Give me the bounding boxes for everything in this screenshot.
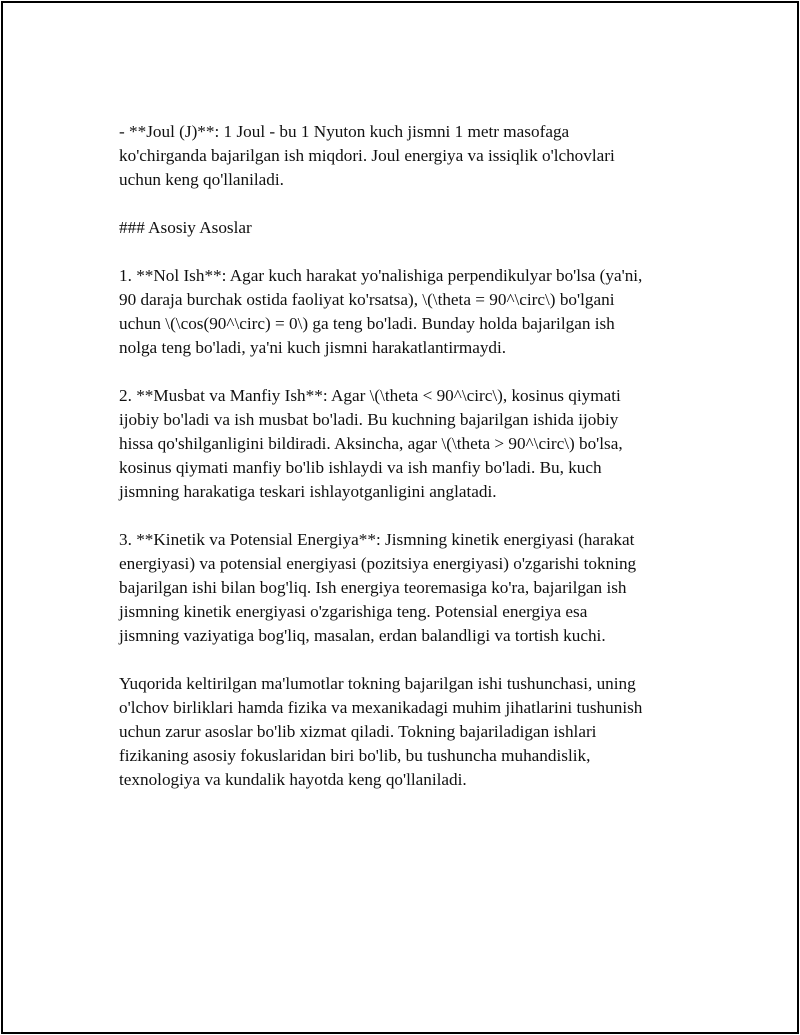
page-frame: [1, 1, 799, 1034]
document-body: [119, 120, 693, 816]
paragraph-kinetik-potensial: 3. **Kinetik va Potensial Energiya**: Jismning kinetik energiyasi (harakat energiyasi) va potensial energiyasi (pozitsiya energiyasi) o'zgarishi tokning bajarilgan ishi bilan bog'liq. Ish energiya teoremasiga ko'ra, bajarilgan ish jismning kinetik energiyasi o'zgarishiga teng. Potensial energiya esa jismning vaziyatiga bog'liq, masalan, erdan balandligi va tortish kuchi.: [119, 530, 637, 645]
paragraph-nol-ish: 1. **Nol Ish**: Agar kuch harakat yo'nalishiga perpendikulyar bo'lsa (ya'ni, 90 daraja burchak ostida faoliyat ko'rsatsa), \(\theta = 90^\circ\) bo'lgani uchun \(\cos(90^\circ) = 0\) ga teng bo'ladi. Bunday holda bajarilgan ish nolga teng bo'ladi, ya'ni kuch jismni harakatlantirmaydi.: [119, 266, 643, 357]
paragraph-conclusion: Yuqorida keltirilgan ma'lumotlar tokning bajarilgan ishi tushunchasi, uning o'lchov birliklari hamda fizika va mexanikadagi muhim jihatlarini tushunish uchun zarur asoslar bo'lib xizmat qiladi. Tokning bajariladigan ishlari fizikaning asosiy fokuslaridan biri bo'lib, bu tushuncha muhandislik, texnologiya va kundalik hayotda keng qo'llaniladi.: [119, 674, 643, 789]
paragraph-joul-definition: - **Joul (J)**: 1 Joul - bu 1 Nyuton kuch jismni 1 metr masofaga ko'chirganda bajarilgan ish miqdori. Joul energiya va issiqlik o'lchovlari uchun keng qo'llaniladi.: [119, 122, 615, 189]
paragraph-musbat-manfiy-ish: 2. **Musbat va Manfiy Ish**: Agar \(\theta < 90^\circ\), kosinus qiymati ijobiy bo'ladi va ish musbat bo'ladi. Bu kuchning bajarilgan ishida ijobiy hissa qo'shilganligini bildiradi. Aksincha, agar \(\theta > 90^\circ\) bo'lsa, kosinus qiymati manfiy bo'lib ishlaydi va ish manfiy bo'ladi. Bu, kuch jismning harakatiga teskari ishlayotganligini anglatadi.: [119, 386, 623, 501]
section-heading-asosiy-asoslar: ### Asosiy Asoslar: [119, 218, 252, 237]
